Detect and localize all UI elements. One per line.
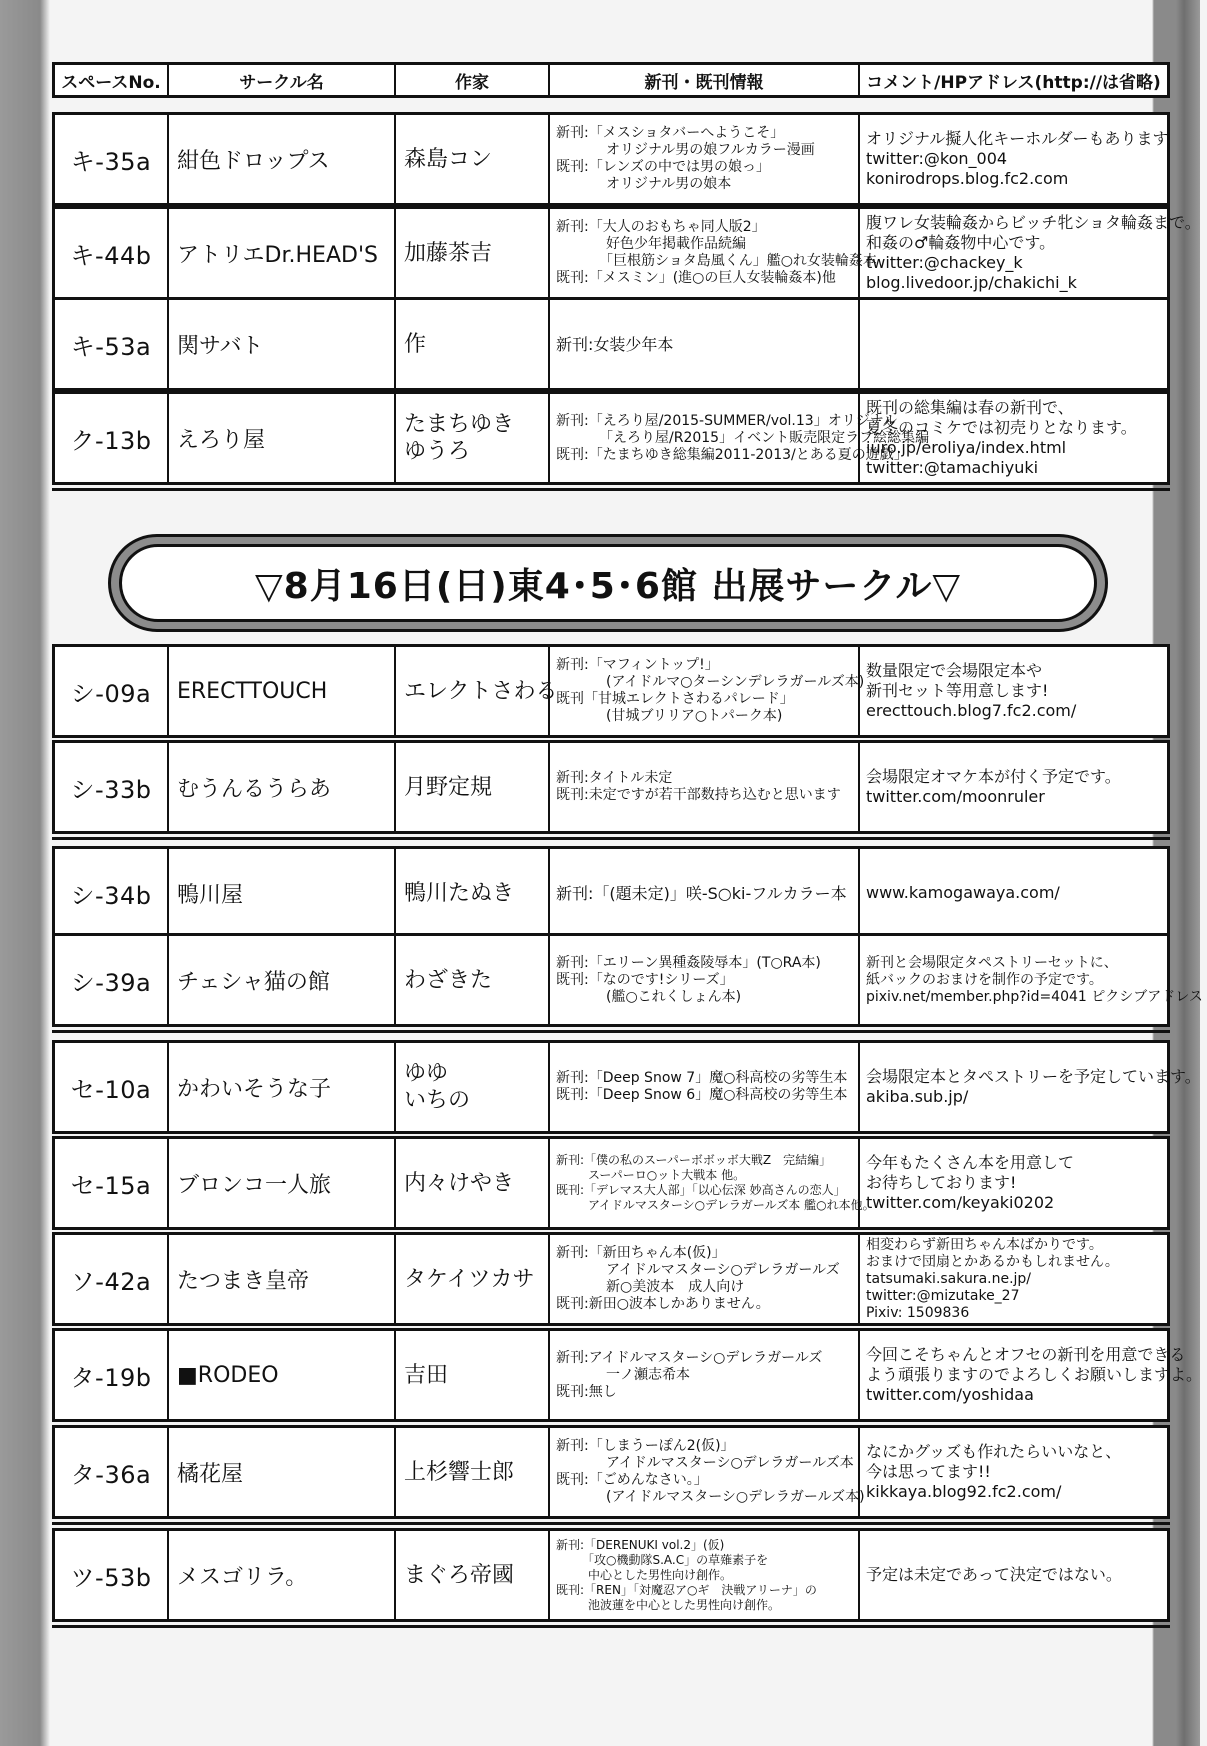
comment-line: 腹ワレ女装輪姦からビッチ牝ショタ輪姦まで。: [866, 213, 1201, 232]
release-info-line: 新刊:タイトル未定: [556, 770, 673, 786]
comment-cell: [860, 936, 1207, 1024]
comment-line: なにかグッズも作れたらいいなと、: [866, 1442, 1122, 1461]
release-info-lines: [556, 1245, 840, 1313]
author-name: 作: [404, 331, 427, 357]
release-info-lines: [556, 1350, 822, 1401]
comment-lines: [866, 1565, 1122, 1585]
circle-name: 関サバト: [169, 300, 396, 388]
comment-cell: [860, 300, 1167, 388]
comment-lines: [866, 1442, 1121, 1502]
space-number: シ-34b: [55, 849, 169, 937]
space-number: ソ-42a: [55, 1235, 169, 1323]
comment-cell: [860, 1235, 1167, 1323]
author-name: ゆうろ: [404, 439, 471, 464]
comment-cell: [860, 849, 1167, 937]
table-row: [52, 644, 1170, 738]
circle-name: メスゴリラ。: [169, 1531, 396, 1619]
header-comment: コメント/HPアドレス(http://は省略): [866, 72, 1161, 93]
release-info-lines: [556, 885, 847, 902]
author-name: いちの: [404, 1088, 471, 1113]
comment-line: Pixiv: 1509836: [866, 1304, 970, 1321]
release-info-lines: [556, 1538, 817, 1613]
release-info-line: 新刊:「しまうーぽん2(仮)」: [556, 1438, 735, 1454]
author-name: 内々けやき: [404, 1170, 515, 1196]
comment-line: 数量限定で会場限定本や: [866, 661, 1043, 680]
author-cell: [396, 1531, 550, 1619]
release-info-cell: [550, 1428, 865, 1516]
author-name: タケイツカサ: [404, 1266, 535, 1292]
release-info-cell: [550, 1331, 860, 1419]
circle-name: えろり屋: [169, 394, 396, 482]
comment-line: 今は思ってます!!: [866, 1462, 991, 1481]
comment-line: おまけで団扇とかあるかもしれません。: [866, 1253, 1119, 1270]
release-info-line: 既刊:「Deep Snow 6」魔○科高校の劣等生本: [556, 1087, 848, 1103]
circle-name: ERECTTOUCH: [169, 647, 396, 735]
release-info-line: 既刊「甘城エレクトさわるパレード」: [556, 691, 794, 707]
release-info-cell: [550, 1531, 860, 1619]
comment-cell: [860, 394, 1167, 482]
release-info-line: アイドルマスターシ○デレラガールズ本: [592, 1455, 854, 1471]
comment-line: 今回こそちゃんとオフセの新刊を用意できる: [866, 1345, 1186, 1364]
comment-cell: [860, 1331, 1206, 1419]
author-name: 吉田: [404, 1362, 449, 1388]
table-row: [52, 1232, 1170, 1326]
comment-line: 和姦の♂輪姦物中心です。: [866, 233, 1056, 252]
date-banner-text: ▽8月16日(日)東4･5･6館 出展サークル▽: [119, 544, 1097, 622]
circle-list-sheet: [52, 0, 1203, 1746]
comment-line: erecttouch.blog7.fc2.com/: [866, 701, 1077, 720]
circle-name: 鴨川屋: [169, 849, 396, 937]
space-number: キ-44b: [55, 209, 169, 297]
comment-line: 新刊セット等用意します!: [866, 681, 1049, 700]
author-name: 上杉響士郎: [404, 1459, 515, 1485]
comment-cell: [860, 743, 1167, 831]
author-lines: [404, 967, 492, 994]
author-cell: [396, 209, 550, 297]
comment-lines: [866, 1067, 1201, 1107]
comment-line: twitter.com/moonruler: [866, 787, 1045, 806]
release-info-cell: [550, 849, 860, 937]
comment-lines: [866, 1153, 1074, 1213]
release-info-cell: [550, 1043, 860, 1131]
author-cell: [396, 1235, 550, 1323]
circle-name: 紺色ドロップス: [169, 115, 396, 203]
author-lines: [404, 331, 426, 358]
author-name: エレクトさわる: [404, 678, 558, 704]
table-row: [52, 391, 1170, 485]
release-info-line: (アイドルマ○ターシンデレラガールズ本): [592, 674, 865, 690]
comment-cell: [860, 1043, 1205, 1131]
author-lines: [404, 146, 492, 173]
author-cell: [396, 394, 550, 482]
author-lines: [404, 240, 492, 267]
comment-lines: [866, 955, 1203, 1006]
release-info-line: 池波蓮を中心とした男性向け創作。: [576, 1597, 781, 1612]
table-row: [52, 112, 1170, 206]
release-info-lines: [556, 657, 864, 725]
author-cell: [396, 1043, 550, 1131]
comment-lines: [866, 1237, 1119, 1322]
release-info-line: 既刊:「なのです!シリーズ」: [556, 971, 734, 988]
circle-name: チェシャ猫の館: [169, 936, 396, 1024]
circle-name: アトリエDr.HEAD'S: [169, 209, 396, 297]
release-info-line: 中心とした男性向け創作。: [576, 1567, 733, 1582]
comment-line: twitter.com/yoshidaa: [866, 1385, 1034, 1404]
author-cell: [396, 300, 550, 388]
release-info-line: 新刊:「エリーン異種姦陵辱本」(T○RA本): [556, 954, 821, 971]
header-info: 新刊・既刊情報: [550, 65, 860, 95]
comment-line: twitter:@chackey_k: [866, 253, 1023, 272]
comment-line: iuro.jp/eroliya/index.html: [866, 438, 1067, 457]
release-info-line: 新刊:アイドルマスターシ○デレラガールズ: [556, 1349, 823, 1366]
release-info-line: 新○美波本 成人向け: [592, 1279, 745, 1295]
author-lines: [404, 678, 558, 705]
author-lines: [404, 1170, 514, 1197]
comment-lines: [866, 398, 1137, 478]
author-cell: [396, 1428, 550, 1516]
comment-cell: [860, 209, 1205, 297]
release-info-line: 既刊:「デレマス大人部」「以心伝深 妙高さんの恋人」: [556, 1183, 846, 1197]
comment-lines: [866, 661, 1076, 721]
author-cell: [396, 647, 558, 735]
space-number: セ-10a: [55, 1043, 169, 1131]
comment-line: akiba.sub.jp/: [866, 1087, 969, 1106]
release-info-line: オリジナル男の娘フルカラー漫画: [592, 142, 815, 158]
release-info-cell: [550, 936, 860, 1024]
table-header: [52, 62, 1170, 98]
release-info-line: 新刊:「メスショタバーへようこそ」: [556, 125, 785, 141]
release-info-cell: [550, 115, 860, 203]
header-space: スペースNo.: [55, 65, 169, 95]
author-cell: [396, 1139, 550, 1227]
author-lines: [404, 1562, 514, 1589]
comment-line: tatsumaki.sakura.ne.jp/: [866, 1270, 1032, 1287]
circle-name: たつまき皇帝: [169, 1235, 396, 1323]
release-info-line: 既刊:「メスミン」(進○の巨人女装輪姦本)他: [556, 270, 836, 286]
table-row: [52, 1328, 1203, 1422]
table-row: [52, 1528, 1170, 1622]
table-row: [52, 206, 1201, 300]
comment-line: 新刊と会場限定タペストリーセットに、: [866, 954, 1118, 971]
comment-cell: [860, 1139, 1167, 1227]
author-lines: [404, 1362, 448, 1389]
author-lines: [404, 1266, 534, 1293]
release-info-line: 新刊:「Deep Snow 7」魔○科高校の劣等生本: [556, 1070, 848, 1086]
release-info-line: 新刊:「大人のおもちゃ同人版2」: [556, 219, 766, 235]
release-info-line: 新刊:「マフィントップ!」: [556, 657, 719, 673]
release-info-line: アイドルマスターシ○デレラガールズ: [592, 1262, 840, 1278]
release-info-lines: [556, 336, 673, 353]
comment-line: 予定は未定であって決定ではない。: [866, 1565, 1122, 1584]
comment-cell: [860, 647, 1167, 735]
date-banner: [108, 534, 1108, 632]
release-info-line: スーパーロ○ット大戦本 他。: [576, 1168, 746, 1182]
space-number: タ-36a: [55, 1428, 169, 1516]
table-row: [52, 740, 1170, 834]
space-number: キ-35a: [55, 115, 169, 203]
comment-line: よう頑張りますのでよろしくお願いしますよ。: [866, 1365, 1203, 1384]
author-name: ゆゆ: [404, 1061, 449, 1086]
release-info-line: 既刊:無し: [556, 1383, 617, 1400]
release-info-cell: [550, 743, 860, 831]
release-info-cell: [550, 209, 877, 297]
author-cell: [396, 743, 550, 831]
release-info-line: アイドルマスターシ○デレラガールズ本 艦○れ本他。: [576, 1198, 875, 1212]
release-info-line: 「えろり屋/R2015」イベント販売限定ラフ絵総集編: [592, 429, 930, 446]
release-info-line: 既刊:「ごめんなさい。」: [556, 1472, 708, 1488]
release-info-line: オリジナル男の娘本: [592, 176, 732, 192]
author-lines: [404, 774, 492, 801]
page-shadow-left: [0, 0, 50, 1746]
release-info-lines: [556, 125, 815, 193]
space-number: ク-13b: [55, 394, 169, 482]
table-row: [52, 846, 1170, 940]
header-circle: サークル名: [169, 65, 396, 95]
author-name: 鴨川たぬき: [404, 880, 515, 906]
author-name: 森島コン: [404, 146, 493, 172]
header-author: 作家: [396, 65, 550, 95]
release-info-line: 既刊:「レンズの中では男の娘っ」: [556, 159, 770, 175]
author-name: わざきた: [404, 967, 493, 993]
comment-line: 紙バックのおまけを制作の予定です。: [866, 971, 1103, 988]
author-lines: [404, 880, 514, 907]
author-name: 月野定規: [404, 774, 493, 800]
release-info-lines: [556, 955, 821, 1006]
author-lines: [404, 1060, 470, 1114]
comment-line: www.kamogawaya.com/: [866, 883, 1060, 902]
comment-line: twitter:@kon_004: [866, 149, 1008, 168]
table-row: [52, 1136, 1170, 1230]
release-info-line: 「攻○機動隊S.A.C」の草薙素子を: [576, 1552, 769, 1567]
comment-line: 夏冬のコミケでは初売りとなります。: [866, 418, 1137, 437]
release-info-line: 新刊:「(題未定)」咲-S○ki-フルカラー本: [556, 883, 847, 903]
comment-line: twitter:@tamachiyuki: [866, 458, 1039, 477]
release-info-cell: [550, 1139, 875, 1227]
comment-line: 会場限定オマケ本が付く予定です。: [866, 767, 1121, 786]
comment-line: お待ちしております!: [866, 1173, 1017, 1192]
release-info-cell: [550, 1235, 860, 1323]
release-info-lines: [556, 1070, 847, 1104]
comment-line: 既刊の総集編は春の新刊で、: [866, 398, 1074, 417]
comment-line: 今年もたくさん本を用意して: [866, 1153, 1075, 1172]
release-info-lines: [556, 1438, 865, 1506]
circle-name: ■RODEO: [169, 1331, 396, 1419]
comment-cell: [860, 115, 1173, 203]
release-info-line: 好色少年掲載作品続編: [592, 236, 746, 252]
author-name: 加藤茶吉: [404, 240, 493, 266]
author-lines: [404, 411, 514, 465]
space-number: シ-39a: [55, 936, 169, 1024]
author-lines: [404, 1459, 514, 1486]
comment-line: kikkaya.blog92.fc2.com/: [866, 1482, 1062, 1501]
comment-lines: [866, 1345, 1202, 1405]
author-cell: [396, 115, 550, 203]
comment-line: オリジナル擬人化キーホルダーもあります: [866, 129, 1169, 148]
release-info-cell: [550, 394, 930, 482]
space-number: シ-33b: [55, 743, 169, 831]
comment-cell: [860, 1428, 1167, 1516]
comment-line: twitter:@mizutake_27: [866, 1287, 1020, 1304]
release-info-line: 新刊:女装少年本: [556, 334, 674, 354]
release-info-line: 既刊:「REN」「対魔忍ア○ギ 決戦アリーナ」の: [556, 1582, 817, 1597]
release-info-line: 一ノ瀬志希本: [592, 1366, 690, 1383]
release-info-line: 既刊:「たまちゆき総集編2011-2013/とある夏の遊戯」: [556, 446, 908, 463]
author-cell: [396, 1331, 550, 1419]
release-info-line: (甘城ブリリア○トパーク本): [592, 708, 783, 724]
author-cell: [396, 936, 550, 1024]
release-info-line: 新刊:「DERENUKI vol.2」(仮): [556, 1537, 725, 1552]
author-name: たまちゆき: [404, 412, 515, 437]
comment-cell: [860, 1531, 1167, 1619]
space-number: ツ-53b: [55, 1531, 169, 1619]
author-name: まぐろ帝國: [404, 1562, 515, 1588]
comment-line: pixiv.net/member.php?id=4041 ピクシブアドレス: [866, 988, 1203, 1005]
release-info-cell: [550, 300, 860, 388]
release-info-line: 既刊:新田○波本しかありません。: [556, 1296, 770, 1312]
comment-line: 相変わらず新田ちゃん本ばかりです。: [866, 1236, 1103, 1253]
release-info-line: (艦○これくしょん本): [592, 988, 742, 1005]
circle-name: かわいそうな子: [169, 1043, 396, 1131]
release-info-lines: [556, 770, 841, 804]
space-number: キ-53a: [55, 300, 169, 388]
comment-line: konirodrops.blog.fc2.com: [866, 169, 1069, 188]
circle-name: ブロンコ一人旅: [169, 1139, 396, 1227]
comment-line: 会場限定本とタペストリーを予定しています。: [866, 1067, 1201, 1086]
comment-lines: [866, 767, 1121, 807]
table-row: [52, 933, 1203, 1027]
release-info-line: (アイドルマスターシ○デレラガールズ本): [592, 1489, 865, 1505]
release-info-line: 新刊:「えろり屋/2015-SUMMER/vol.13」オリジナル: [556, 412, 898, 429]
comment-line: blog.livedoor.jp/chakichi_k: [866, 273, 1077, 292]
author-cell: [396, 849, 550, 937]
release-info-line: 新刊:「新田ちゃん本(仮)」: [556, 1245, 726, 1261]
table-row: [52, 1040, 1201, 1134]
release-info-line: 「巨根筋ショタ島風くん」艦○れ女装輪姦本: [592, 253, 877, 269]
release-info-line: 新刊:「僕の私のスーパーボボッボ大戦Z 完結編」: [556, 1153, 832, 1167]
comment-lines: [866, 883, 1060, 903]
release-info-lines: [556, 219, 877, 287]
comment-lines: [866, 129, 1169, 189]
circle-name: 橘花屋: [169, 1428, 396, 1516]
table-row: [52, 297, 1170, 391]
circle-name: むうんるうらあ: [169, 743, 396, 831]
release-info-line: 既刊:未定ですが若干部数持ち込むと思います: [556, 787, 841, 803]
space-number: タ-19b: [55, 1331, 169, 1419]
comment-lines: [866, 213, 1201, 293]
release-info-cell: [550, 647, 865, 735]
space-number: セ-15a: [55, 1139, 169, 1227]
comment-line: twitter.com/keyaki0202: [866, 1193, 1055, 1212]
space-number: シ-09a: [55, 647, 169, 735]
release-info-lines: [556, 1153, 875, 1213]
table-row: [52, 1425, 1170, 1519]
